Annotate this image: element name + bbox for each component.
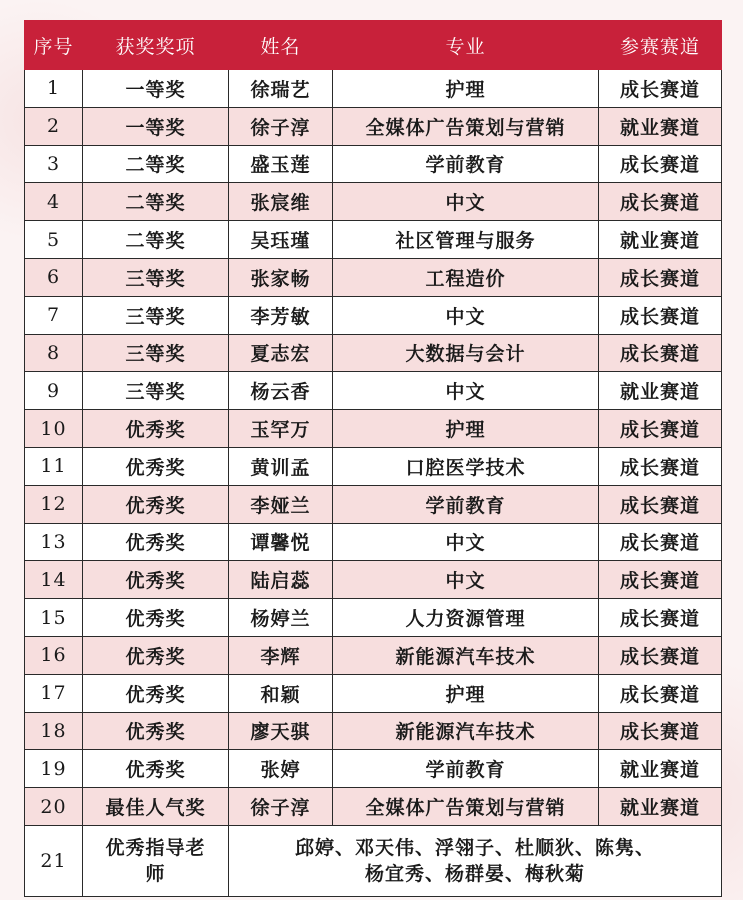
cell-award: 优秀奖 bbox=[83, 447, 229, 485]
cell-award: 优秀奖 bbox=[83, 636, 229, 674]
cell-index: 13 bbox=[25, 523, 83, 561]
cell-award: 三等奖 bbox=[83, 258, 229, 296]
header-track: 参赛赛道 bbox=[599, 21, 722, 70]
cell-track: 成长赛道 bbox=[599, 70, 722, 108]
cell-major: 中文 bbox=[333, 296, 599, 334]
table-row bbox=[25, 258, 722, 296]
cell-award: 优秀奖 bbox=[83, 674, 229, 712]
cell-major: 中文 bbox=[333, 523, 599, 561]
cell-index: 12 bbox=[25, 485, 83, 523]
table-row-teachers bbox=[25, 825, 722, 896]
cell-name: 杨婷兰 bbox=[229, 599, 333, 637]
cell-award: 优秀奖 bbox=[83, 561, 229, 599]
cell-name: 徐子淳 bbox=[229, 107, 333, 145]
table-body bbox=[25, 70, 722, 897]
cell-index: 14 bbox=[25, 561, 83, 599]
cell-name: 张宸维 bbox=[229, 183, 333, 221]
cell-index: 20 bbox=[25, 788, 83, 826]
cell-index: 9 bbox=[25, 372, 83, 410]
cell-major: 新能源汽车技术 bbox=[333, 636, 599, 674]
cell-name: 玉罕万 bbox=[229, 410, 333, 448]
cell-award: 一等奖 bbox=[83, 70, 229, 108]
cell-name: 张婷 bbox=[229, 750, 333, 788]
cell-index: 10 bbox=[25, 410, 83, 448]
table-row bbox=[25, 447, 722, 485]
table-row bbox=[25, 561, 722, 599]
cell-track: 成长赛道 bbox=[599, 485, 722, 523]
header-row bbox=[25, 21, 722, 70]
cell-name: 徐瑞艺 bbox=[229, 70, 333, 108]
cell-track: 就业赛道 bbox=[599, 750, 722, 788]
cell-award: 二等奖 bbox=[83, 221, 229, 259]
table-row bbox=[25, 372, 722, 410]
table-row bbox=[25, 410, 722, 448]
cell-major: 全媒体广告策划与营销 bbox=[333, 107, 599, 145]
cell-major: 中文 bbox=[333, 183, 599, 221]
header-award: 获奖奖项 bbox=[83, 21, 229, 70]
cell-track: 成长赛道 bbox=[599, 561, 722, 599]
cell-index: 3 bbox=[25, 145, 83, 183]
cell-track: 就业赛道 bbox=[599, 221, 722, 259]
cell-index: 19 bbox=[25, 750, 83, 788]
cell-name: 李娅兰 bbox=[229, 485, 333, 523]
cell-major: 中文 bbox=[333, 372, 599, 410]
table-row bbox=[25, 636, 722, 674]
cell-name: 吴珏瑾 bbox=[229, 221, 333, 259]
table-row bbox=[25, 334, 722, 372]
cell-award: 三等奖 bbox=[83, 296, 229, 334]
award-line-1: 优秀指导老 bbox=[105, 836, 206, 859]
cell-name: 李辉 bbox=[229, 636, 333, 674]
cell-major: 全媒体广告策划与营销 bbox=[333, 788, 599, 826]
cell-index: 7 bbox=[25, 296, 83, 334]
table-row bbox=[25, 221, 722, 259]
header-index: 序号 bbox=[25, 21, 83, 70]
cell-major: 学前教育 bbox=[333, 750, 599, 788]
cell-track: 成长赛道 bbox=[599, 296, 722, 334]
cell-award: 优秀奖 bbox=[83, 599, 229, 637]
cell-track: 成长赛道 bbox=[599, 636, 722, 674]
award-line-2: 师 bbox=[145, 862, 166, 885]
cell-index: 1 bbox=[25, 70, 83, 108]
cell-award: 三等奖 bbox=[83, 334, 229, 372]
cell-index: 17 bbox=[25, 674, 83, 712]
cell-major: 新能源汽车技术 bbox=[333, 712, 599, 750]
cell-track: 就业赛道 bbox=[599, 788, 722, 826]
table-row bbox=[25, 183, 722, 221]
cell-track: 成长赛道 bbox=[599, 183, 722, 221]
cell-name: 徐子淳 bbox=[229, 788, 333, 826]
cell-name: 盛玉莲 bbox=[229, 145, 333, 183]
cell-name: 谭馨悦 bbox=[229, 523, 333, 561]
table-row bbox=[25, 145, 722, 183]
table-row bbox=[25, 70, 722, 108]
cell-teachers bbox=[229, 825, 722, 896]
table-row bbox=[25, 107, 722, 145]
cell-track: 就业赛道 bbox=[599, 372, 722, 410]
cell-index: 11 bbox=[25, 447, 83, 485]
cell-track: 成长赛道 bbox=[599, 599, 722, 637]
cell-index: 15 bbox=[25, 599, 83, 637]
cell-major: 护理 bbox=[333, 674, 599, 712]
cell-track: 成长赛道 bbox=[599, 712, 722, 750]
cell-award: 一等奖 bbox=[83, 107, 229, 145]
table-row bbox=[25, 674, 722, 712]
cell-major: 工程造价 bbox=[333, 258, 599, 296]
cell-index: 8 bbox=[25, 334, 83, 372]
cell-index: 18 bbox=[25, 712, 83, 750]
cell-award: 优秀奖 bbox=[83, 523, 229, 561]
table-row bbox=[25, 296, 722, 334]
cell-name: 杨云香 bbox=[229, 372, 333, 410]
cell-index: 4 bbox=[25, 183, 83, 221]
cell-award: 最佳人气奖 bbox=[83, 788, 229, 826]
cell-major: 口腔医学技术 bbox=[333, 447, 599, 485]
cell-index: 21 bbox=[25, 825, 83, 896]
cell-track: 成长赛道 bbox=[599, 674, 722, 712]
table-row bbox=[25, 523, 722, 561]
cell-track: 成长赛道 bbox=[599, 258, 722, 296]
cell-name: 张家畅 bbox=[229, 258, 333, 296]
teachers-line-1: 邱婷、邓天伟、浮翎子、杜顺狄、陈隽、 bbox=[294, 836, 655, 859]
teachers-line-2: 杨宜秀、杨群晏、梅秋菊 bbox=[364, 862, 585, 885]
cell-award bbox=[83, 825, 229, 896]
cell-award: 二等奖 bbox=[83, 145, 229, 183]
table-row bbox=[25, 788, 722, 826]
cell-name: 陆启蕊 bbox=[229, 561, 333, 599]
cell-track: 成长赛道 bbox=[599, 334, 722, 372]
cell-name: 李芳敏 bbox=[229, 296, 333, 334]
cell-track: 成长赛道 bbox=[599, 523, 722, 561]
cell-index: 2 bbox=[25, 107, 83, 145]
header-major: 专业 bbox=[333, 21, 599, 70]
cell-name: 夏志宏 bbox=[229, 334, 333, 372]
cell-award: 三等奖 bbox=[83, 372, 229, 410]
table-header bbox=[25, 21, 722, 70]
cell-index: 6 bbox=[25, 258, 83, 296]
cell-major: 学前教育 bbox=[333, 485, 599, 523]
cell-track: 成长赛道 bbox=[599, 447, 722, 485]
cell-major: 中文 bbox=[333, 561, 599, 599]
cell-major: 护理 bbox=[333, 70, 599, 108]
cell-track: 就业赛道 bbox=[599, 107, 722, 145]
cell-major: 学前教育 bbox=[333, 145, 599, 183]
table-row bbox=[25, 485, 722, 523]
cell-track: 成长赛道 bbox=[599, 145, 722, 183]
table-row bbox=[25, 750, 722, 788]
cell-award: 优秀奖 bbox=[83, 750, 229, 788]
cell-index: 5 bbox=[25, 221, 83, 259]
cell-track: 成长赛道 bbox=[599, 410, 722, 448]
cell-award: 优秀奖 bbox=[83, 485, 229, 523]
cell-major: 大数据与会计 bbox=[333, 334, 599, 372]
cell-index: 16 bbox=[25, 636, 83, 674]
cell-name: 廖天骐 bbox=[229, 712, 333, 750]
cell-major: 人力资源管理 bbox=[333, 599, 599, 637]
table-row bbox=[25, 712, 722, 750]
cell-name: 黄训孟 bbox=[229, 447, 333, 485]
cell-award: 优秀奖 bbox=[83, 410, 229, 448]
cell-major: 社区管理与服务 bbox=[333, 221, 599, 259]
cell-award: 优秀奖 bbox=[83, 712, 229, 750]
header-name: 姓名 bbox=[229, 21, 333, 70]
cell-major: 护理 bbox=[333, 410, 599, 448]
cell-award: 二等奖 bbox=[83, 183, 229, 221]
table-row bbox=[25, 599, 722, 637]
awards-table bbox=[24, 20, 722, 897]
cell-name: 和颖 bbox=[229, 674, 333, 712]
